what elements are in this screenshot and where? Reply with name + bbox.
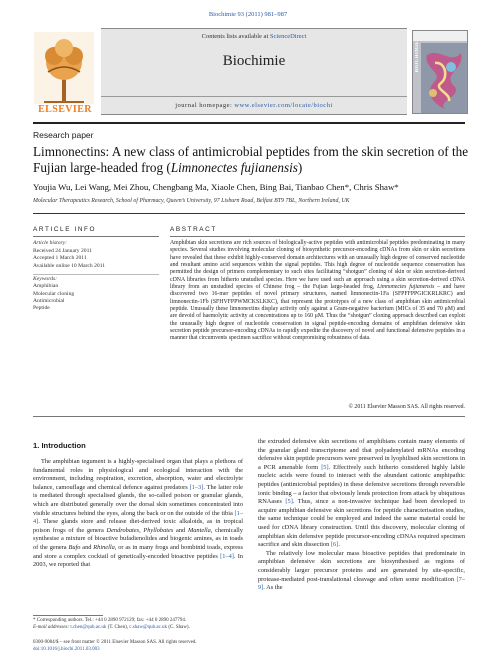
intro-text: the extruded defensive skin secretions of amphibians contain many elements of the granular gland transcriptome and that polyadenylated mRNAs encoding defensive skin peptide precursors were preserved in lyophilised skin secretions in a PCR amenable form <box>258 438 465 471</box>
corresponding-author-footnote <box>33 618 248 631</box>
article-info-rule <box>33 236 159 237</box>
email-owner: (C. Shaw). <box>167 624 190 630</box>
header-rule <box>33 122 465 124</box>
cover-journal-name: BIOCHIMIE <box>415 41 420 73</box>
citation-link[interactable]: [7–9] <box>258 575 465 592</box>
elsevier-tree-logo <box>34 32 94 104</box>
email-owner: (T. Chen), <box>106 624 130 630</box>
journal-title: Biochimie <box>222 53 286 69</box>
intro-text: . In 2003, we reported that <box>33 552 243 569</box>
journal-homepage-link[interactable]: www.elsevier.com/locate/biochi <box>234 102 333 109</box>
history-accepted: Accepted 1 March 2011 <box>33 255 87 262</box>
cover-protein-image <box>421 43 467 113</box>
email-link[interactable]: t.chen@qub.ac.uk <box>70 624 107 630</box>
keywords <box>33 276 159 312</box>
email-label: E-mail addresses: <box>33 624 71 630</box>
author-list: Youjia Wu, Lei Wang, Mei Zhou, Chengbang Ma, Xiaole Chen, Bing Bai, Tianbao Chen*, Chris Shaw* <box>33 182 399 192</box>
abstract-rule <box>170 236 465 237</box>
title-main: Limnonectins: A new class of antimicrobial peptides from the skin secretion of the Fujian large-headed frog ( <box>33 144 469 175</box>
intro-text: . These glands store and release diet-derived toxic alkaloids, as in tropical poison frogs of the genera <box>33 518 243 534</box>
genus-name: Rhinella <box>93 543 115 551</box>
abstract-part-2: – and have discovered two 16-mer peptides of novel primary structures, named limnonectin-1Fa (SFPFFPPGICKRLKRC) and limnonectin-1Fb (SFHVFPPWMCKSLKKC), that represent the prototypes of a new class of amphibian skin antimicrobial peptide. Unusually these limnonectins display activity only against a Gram-negative bacterium (MICs of 35 and 70 μM) and are devoid of haemolytic activity at concentrations up to 160 μM. Thus the “shotgun” cloning approach described can exploit the unusually high degree of nucleotide conservation in signal peptide-encoding domains of amphibian defensive skin secretion peptide precursor-encoding cDNAs to rapidly expedite the discovery of novel and functional defensive peptides in a manner that circumvents specimen sacrifice without compromising robustness of data. <box>170 284 466 342</box>
keyword-item: Peptide <box>33 305 50 312</box>
citation-link[interactable]: [5] <box>285 498 293 506</box>
history-heading: Article history: <box>33 240 68 246</box>
title-species: Limnonectes fujianensis <box>170 160 298 175</box>
intro-text: and <box>173 526 188 534</box>
keywords-heading: Keywords: <box>33 276 58 282</box>
journal-cover-thumbnail <box>412 30 468 114</box>
article-history <box>33 240 159 270</box>
sciencedirect-link[interactable]: ScienceDirect <box>269 33 307 40</box>
intro-text: . As the <box>263 584 283 592</box>
email-link[interactable]: c.shaw@qub.ac.uk <box>129 624 168 630</box>
citation-link[interactable]: [1–4] <box>33 509 243 526</box>
doi-link[interactable]: doi:10.1016/j.biochi.2011.03.003 <box>33 646 100 652</box>
citation-link[interactable]: [1–4] <box>220 552 234 560</box>
intro-text: . <box>338 541 340 549</box>
article-info-heading: ARTICLE INFO <box>33 226 97 233</box>
genus-name: Bufo <box>68 543 81 551</box>
intro-text: , chemically synthesise a mixture of bioactive bufadienolides and biogenic amines, as in toads of the genera <box>33 526 243 551</box>
genus-name: Mantella <box>187 526 211 534</box>
abstract-species: Limnonectes fujianensis <box>377 284 435 291</box>
article-title <box>33 144 473 176</box>
intro-text: , <box>139 526 144 534</box>
intro-text: , or as in many frogs and bombinid toads, express and store a complex cocktail of genetically-encoded bioactive peptides <box>33 543 243 560</box>
contents-line <box>101 33 407 40</box>
footnote-rule <box>33 615 103 616</box>
genus-name: Dendrobates <box>106 526 140 534</box>
affiliation: Molecular Therapeutics Research, School of Pharmacy, Queen’s University, 97 Lisburn Road, Belfast BT9 7BL, Northern Ireland, UK <box>33 198 350 204</box>
abstract-end-rule <box>33 416 465 417</box>
affiliation-rule <box>33 213 465 214</box>
title-close: ) <box>297 160 303 175</box>
keyword-item: Amphibian <box>33 283 59 290</box>
abstract-part-1: Amphibian skin secretions are rich sources of biologically-active peptides with antimicrobial peptides predominating in many species. Several studies involving molecular cloning of biosynthetic precursor-encoding cDNAs from skin or skin secretions have revealed that these exhibit highly-conserved domain architectures with an unusually high degree of conserved nucleotide and resultant amino acid sequences within the signal peptides. This high degree of nucleotide sequence conservation has permitted the design of primers complementary to such sites facilitating “shotgun” cloning of skin or skin secretion-derived cDNA libraries from hitherto unstudied species. Here we have used such an approach using a skin secretion-derived cDNA library from an unstudied species of Chinese frog – the Fujian large-headed frog, <box>170 240 465 291</box>
intro-text: . Effectively such hitherto considered highly labile nucleic acids were found to interact with the abundant cationic amphipathic peptides (antimicrobial peptides) in these defensive secretions through reversible ionic binding – a factor that obviously lends protection from attack by ubiquitous RNAases <box>258 463 465 506</box>
abstract-text <box>170 240 465 343</box>
homepage-prefix: journal homepage: <box>175 102 235 109</box>
elsevier-wordmark: ELSEVIER <box>38 104 92 115</box>
copyright-line: © 2011 Elsevier Masson SAS. All rights reserved. <box>348 404 465 410</box>
journal-homepage-bar <box>101 96 407 114</box>
citation-link[interactable]: [1–3] <box>189 483 204 491</box>
issn-block <box>33 640 333 653</box>
intro-text: The relatively low molecular mass bioactive peptides that predominate in amphibian defensive skin secretions are biosynthesised as regions of considerably larger precursor proteins and are generated by site-specific, protease-mediated post-translational cleavage and often some modification <box>258 549 465 583</box>
body-column-left <box>33 458 243 570</box>
contents-prefix: Contents lists available at <box>201 33 270 40</box>
journal-citation[interactable]: Biochimie 93 (2011) 981–987 <box>208 11 288 18</box>
intro-text: . Thus, since a non-invasive technique had been developed to acquire amphibian defensive skin secretions for peptide characterisation studies, the same technique could be employed and indeed the same material could be used for cDNA library construction. Until this discovery, molecular cloning of amphibian skin defensive peptide precursor-encoding cDNAs required specimen sacrifice and skin dissection <box>258 498 465 549</box>
body-column-right <box>258 438 465 593</box>
footnote-contact: * Corresponding authors. Tel.: +44 0 2890 972129; fax: +44 0 2890 247794. <box>33 618 187 623</box>
intro-text: . The latter role is mediated through specialised glands, the so-called poison or granular glands, which are distributed generally over the dorsal skin sometimes concentrated into visible structures behind the eyes, along the back or on the outside of the tibia <box>33 483 243 517</box>
article-type: Research paper <box>33 130 94 140</box>
citation-link[interactable]: [5] <box>321 463 329 471</box>
issn-line: 0300-9084/$ – see front matter © 2011 Elsevier Masson SAS. All rights reserved. <box>33 640 197 645</box>
keywords-rule <box>33 274 159 275</box>
intro-text: and <box>80 543 94 551</box>
keyword-item: Molecular cloning <box>33 290 75 297</box>
history-received: Received 24 January 2011 <box>33 247 92 254</box>
citation-link[interactable]: [6] <box>330 541 339 549</box>
abstract-heading: ABSTRACT <box>170 226 217 233</box>
intro-text: The amphibian tegument is a highly-specialised organ that plays a plethora of fundamental roles in physiological and ecological interaction with the environment, including respiration, excretion, absorption, water and electrolyte balance, camouflage and chemical defence against predators <box>33 458 243 491</box>
keyword-item: Antimicrobial <box>33 297 65 304</box>
history-online: Available online 10 March 2011 <box>33 262 106 269</box>
section-heading-introduction: 1. Introduction <box>33 441 86 450</box>
genus-name: Phyllobates <box>143 526 174 534</box>
